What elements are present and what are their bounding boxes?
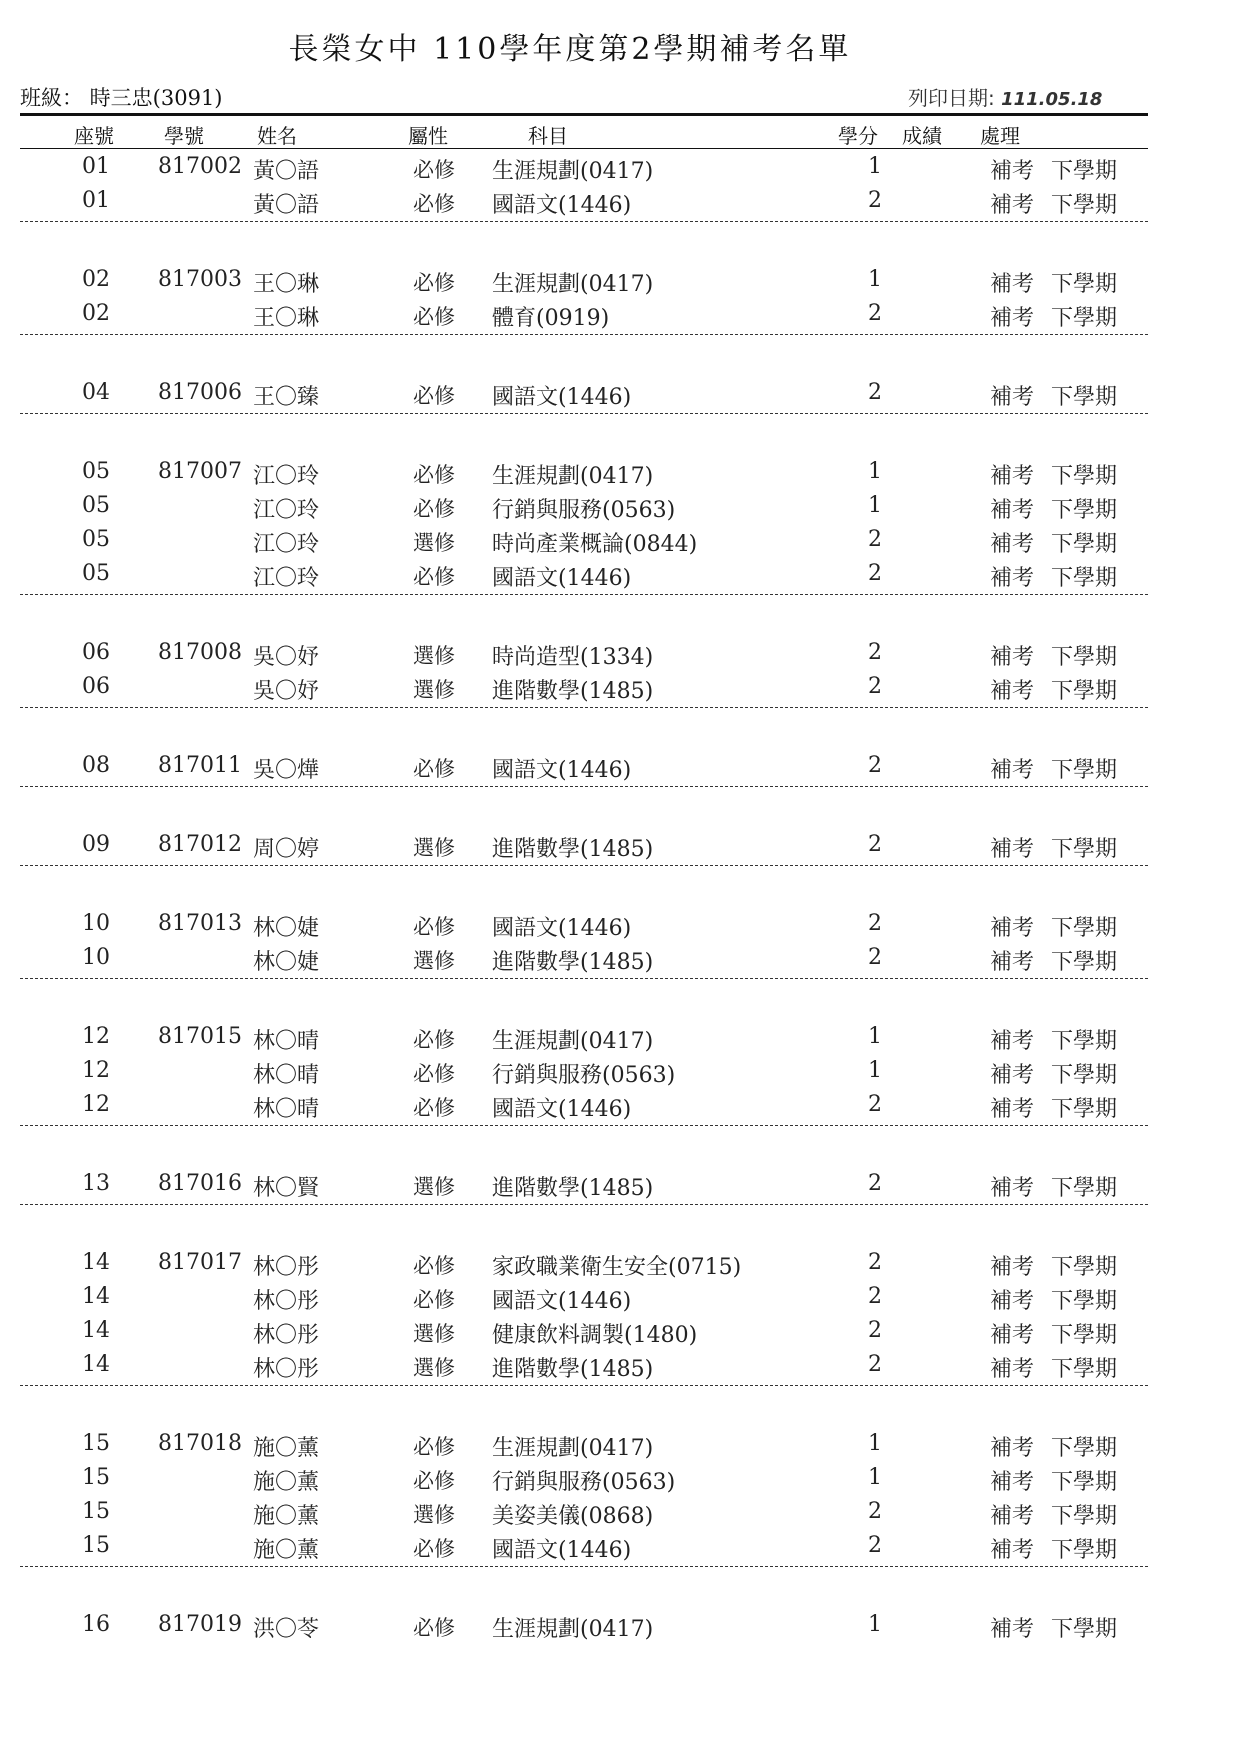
student-id-cell: 817013: [158, 911, 242, 936]
document-title: 長榮女中 110學年度第2學期補考名單: [288, 32, 852, 67]
name-cell: 施〇薰: [253, 1436, 320, 1461]
seat-cell: 05: [82, 459, 110, 484]
header-seat: 座號: [74, 124, 114, 148]
student-id-cell: 817017: [158, 1250, 242, 1275]
print-date-label: 列印日期:: [908, 86, 995, 110]
credits-cell: 2: [868, 1284, 882, 1309]
semester-cell: 下學期: [1051, 193, 1118, 218]
semester-cell: 下學期: [1051, 758, 1118, 783]
process-cell: 補考: [990, 159, 1035, 184]
seat-cell: 04: [82, 380, 110, 405]
name-cell: 周〇婷: [253, 837, 320, 862]
type-cell: 必修: [413, 497, 455, 521]
student-id-cell: 817007: [158, 459, 242, 484]
table-row: [0, 1461, 1240, 1495]
credits-cell: 2: [868, 1318, 882, 1343]
type-cell: 選修: [413, 1322, 455, 1346]
name-cell: 黃〇語: [253, 193, 320, 218]
type-cell: 必修: [413, 1028, 455, 1052]
credits-cell: 1: [868, 1431, 882, 1456]
table-row: [0, 557, 1240, 591]
credits-cell: 2: [868, 945, 882, 970]
credits-cell: 2: [868, 1352, 882, 1377]
semester-cell: 下學期: [1051, 1255, 1118, 1280]
seat-cell: 10: [82, 911, 110, 936]
credits-cell: 2: [868, 1171, 882, 1196]
type-cell: 必修: [413, 463, 455, 487]
process-cell: 補考: [990, 1176, 1035, 1201]
type-cell: 必修: [413, 1469, 455, 1493]
group-divider: [0, 783, 1240, 828]
seat-cell: 16: [82, 1612, 110, 1637]
table-row: [0, 1020, 1240, 1054]
table-header: [0, 118, 1240, 148]
credits-cell: 2: [868, 527, 882, 552]
student-id-cell: 817003: [158, 267, 242, 292]
table-row: [0, 1088, 1240, 1122]
table-row: [0, 941, 1240, 975]
name-cell: 黃〇語: [253, 159, 320, 184]
subject-cell: 進階數學(1485): [492, 679, 654, 704]
print-date-value: 111.05.18: [1001, 89, 1103, 110]
semester-cell: 下學期: [1051, 464, 1118, 489]
type-cell: 必修: [413, 1435, 455, 1459]
seat-cell: 02: [82, 301, 110, 326]
process-cell: 補考: [990, 385, 1035, 410]
seat-cell: 14: [82, 1284, 110, 1309]
credits-cell: 1: [868, 1612, 882, 1637]
credits-cell: 1: [868, 154, 882, 179]
credits-cell: 2: [868, 188, 882, 213]
group-divider: [0, 704, 1240, 749]
group-divider: [0, 410, 1240, 455]
semester-cell: 下學期: [1051, 498, 1118, 523]
student-id-cell: 817015: [158, 1024, 242, 1049]
table-row: [0, 1280, 1240, 1314]
process-cell: 補考: [990, 1029, 1035, 1054]
class-label: 班級： 時三忠(3091): [20, 86, 223, 110]
semester-cell: 下學期: [1051, 1538, 1118, 1563]
seat-cell: 15: [82, 1465, 110, 1490]
subject-cell: 健康飲料調製(1480): [492, 1323, 698, 1348]
name-cell: 吳〇妤: [253, 679, 320, 704]
type-cell: 選修: [413, 531, 455, 555]
type-cell: 必修: [413, 192, 455, 216]
table-row: [0, 1167, 1240, 1201]
table-row: [0, 1054, 1240, 1088]
type-cell: 必修: [413, 915, 455, 939]
name-cell: 王〇臻: [253, 385, 320, 410]
type-cell: 選修: [413, 678, 455, 702]
table-row: [0, 907, 1240, 941]
semester-cell: 下學期: [1051, 306, 1118, 331]
seat-cell: 14: [82, 1318, 110, 1343]
seat-cell: 05: [82, 527, 110, 552]
header-student-id: 學號: [164, 124, 204, 148]
credits-cell: 2: [868, 1092, 882, 1117]
process-cell: 補考: [990, 464, 1035, 489]
credits-cell: 1: [868, 1465, 882, 1490]
semester-cell: 下學期: [1051, 1097, 1118, 1122]
credits-cell: 2: [868, 301, 882, 326]
process-cell: 補考: [990, 1097, 1035, 1122]
process-cell: 補考: [990, 837, 1035, 862]
process-cell: 補考: [990, 1289, 1035, 1314]
subject-cell: 生涯規劃(0417): [492, 1436, 654, 1461]
type-cell: 選修: [413, 644, 455, 668]
student-id-cell: 817002: [158, 154, 242, 179]
semester-cell: 下學期: [1051, 1470, 1118, 1495]
table-row: [0, 670, 1240, 704]
header-subject: 科目: [528, 124, 568, 148]
semester-cell: 下學期: [1051, 566, 1118, 591]
credits-cell: 2: [868, 561, 882, 586]
process-cell: 補考: [990, 1504, 1035, 1529]
group-divider: [0, 975, 1240, 1020]
subject-cell: 美姿美儀(0868): [492, 1504, 654, 1529]
subject-cell: 時尚產業概論(0844): [492, 532, 698, 557]
name-cell: 林〇彤: [253, 1357, 320, 1382]
type-cell: 選修: [413, 949, 455, 973]
subject-cell: 國語文(1446): [492, 916, 632, 941]
student-id-cell: 817018: [158, 1431, 242, 1456]
student-id-cell: 817016: [158, 1171, 242, 1196]
type-cell: 必修: [413, 1096, 455, 1120]
semester-cell: 下學期: [1051, 837, 1118, 862]
process-cell: 補考: [990, 566, 1035, 591]
process-cell: 補考: [990, 645, 1035, 670]
type-cell: 必修: [413, 271, 455, 295]
table-row: [0, 1608, 1240, 1642]
type-cell: 選修: [413, 1356, 455, 1380]
name-cell: 林〇彤: [253, 1289, 320, 1314]
header-score: 成績: [902, 124, 942, 148]
subject-cell: 生涯規劃(0417): [492, 1617, 654, 1642]
subject-cell: 家政職業衛生安全(0715): [492, 1255, 742, 1280]
subject-cell: 國語文(1446): [492, 385, 632, 410]
table-row: [0, 828, 1240, 862]
table-row: [0, 455, 1240, 489]
credits-cell: 2: [868, 753, 882, 778]
semester-cell: 下學期: [1051, 950, 1118, 975]
header-type: 屬性: [408, 124, 448, 148]
group-divider: [0, 1563, 1240, 1608]
table-row: [0, 184, 1240, 218]
type-cell: 必修: [413, 305, 455, 329]
type-cell: 必修: [413, 1616, 455, 1640]
seat-cell: 12: [82, 1058, 110, 1083]
seat-cell: 10: [82, 945, 110, 970]
process-cell: 補考: [990, 1063, 1035, 1088]
group-divider: [0, 862, 1240, 907]
name-cell: 施〇薰: [253, 1470, 320, 1495]
credits-cell: 1: [868, 1024, 882, 1049]
print-date: [908, 82, 1102, 111]
type-cell: 選修: [413, 1175, 455, 1199]
group-divider: [0, 1201, 1240, 1246]
name-cell: 林〇婕: [253, 916, 320, 941]
name-cell: 吳〇燁: [253, 758, 320, 783]
subject-cell: 國語文(1446): [492, 1538, 632, 1563]
credits-cell: 1: [868, 493, 882, 518]
name-cell: 江〇玲: [253, 498, 320, 523]
name-cell: 林〇晴: [253, 1063, 320, 1088]
seat-cell: 14: [82, 1352, 110, 1377]
table-row: [0, 749, 1240, 783]
table-row: [0, 1246, 1240, 1280]
type-cell: 必修: [413, 158, 455, 182]
type-cell: 必修: [413, 1254, 455, 1278]
table-row: [0, 1495, 1240, 1529]
table-row: [0, 489, 1240, 523]
table-row: [0, 1314, 1240, 1348]
header-name: 姓名: [257, 124, 297, 148]
credits-cell: 2: [868, 1250, 882, 1275]
subject-cell: 生涯規劃(0417): [492, 464, 654, 489]
student-id-cell: 817008: [158, 640, 242, 665]
credits-cell: 2: [868, 911, 882, 936]
semester-cell: 下學期: [1051, 916, 1118, 941]
student-id-cell: 817011: [158, 753, 242, 778]
semester-cell: 下學期: [1051, 1504, 1118, 1529]
semester-cell: 下學期: [1051, 1176, 1118, 1201]
seat-cell: 12: [82, 1024, 110, 1049]
seat-cell: 14: [82, 1250, 110, 1275]
credits-cell: 2: [868, 1533, 882, 1558]
credits-cell: 2: [868, 640, 882, 665]
header-bottom-rule: [20, 148, 1148, 149]
seat-cell: 13: [82, 1171, 110, 1196]
semester-cell: 下學期: [1051, 159, 1118, 184]
name-cell: 施〇薰: [253, 1538, 320, 1563]
subject-cell: 國語文(1446): [492, 566, 632, 591]
process-cell: 補考: [990, 1617, 1035, 1642]
seat-cell: 12: [82, 1092, 110, 1117]
process-cell: 補考: [990, 916, 1035, 941]
type-cell: 必修: [413, 1062, 455, 1086]
name-cell: 林〇彤: [253, 1255, 320, 1280]
table-row: [0, 523, 1240, 557]
process-cell: 補考: [990, 1538, 1035, 1563]
subject-cell: 行銷與服務(0563): [492, 1063, 676, 1088]
credits-cell: 1: [868, 459, 882, 484]
process-cell: 補考: [990, 532, 1035, 557]
credits-cell: 2: [868, 674, 882, 699]
seat-cell: 05: [82, 493, 110, 518]
type-cell: 必修: [413, 565, 455, 589]
subject-cell: 生涯規劃(0417): [492, 159, 654, 184]
group-divider: [0, 1122, 1240, 1167]
header-process: 處理: [980, 124, 1020, 148]
name-cell: 吳〇妤: [253, 645, 320, 670]
process-cell: 補考: [990, 679, 1035, 704]
header-credits: 學分: [838, 124, 878, 148]
seat-cell: 15: [82, 1431, 110, 1456]
subject-cell: 進階數學(1485): [492, 1176, 654, 1201]
name-cell: 江〇玲: [253, 532, 320, 557]
student-list: [0, 150, 1240, 1642]
table-row: [0, 1529, 1240, 1563]
table-row: [0, 636, 1240, 670]
header-top-rule: [20, 113, 1148, 116]
seat-cell: 15: [82, 1533, 110, 1558]
subject-cell: 進階數學(1485): [492, 837, 654, 862]
semester-cell: 下學期: [1051, 1357, 1118, 1382]
subject-cell: 國語文(1446): [492, 1097, 632, 1122]
type-cell: 必修: [413, 384, 455, 408]
credits-cell: 2: [868, 1499, 882, 1524]
name-cell: 施〇薰: [253, 1504, 320, 1529]
group-divider: [0, 331, 1240, 376]
table-row: [0, 263, 1240, 297]
process-cell: 補考: [990, 1470, 1035, 1495]
subject-cell: 進階數學(1485): [492, 1357, 654, 1382]
semester-cell: 下學期: [1051, 1029, 1118, 1054]
table-row: [0, 297, 1240, 331]
name-cell: 林〇賢: [253, 1176, 320, 1201]
credits-cell: 1: [868, 267, 882, 292]
name-cell: 王〇琳: [253, 306, 320, 331]
semester-cell: 下學期: [1051, 272, 1118, 297]
name-cell: 江〇玲: [253, 566, 320, 591]
name-cell: 王〇琳: [253, 272, 320, 297]
semester-cell: 下學期: [1051, 645, 1118, 670]
credits-cell: 2: [868, 832, 882, 857]
type-cell: 必修: [413, 1537, 455, 1561]
subject-cell: 體育(0919): [492, 306, 610, 331]
student-id-cell: 817019: [158, 1612, 242, 1637]
seat-cell: 01: [82, 154, 110, 179]
process-cell: 補考: [990, 193, 1035, 218]
process-cell: 補考: [990, 1255, 1035, 1280]
table-row: [0, 1348, 1240, 1382]
process-cell: 補考: [990, 950, 1035, 975]
table-row: [0, 150, 1240, 184]
name-cell: 林〇晴: [253, 1097, 320, 1122]
name-cell: 江〇玲: [253, 464, 320, 489]
semester-cell: 下學期: [1051, 1063, 1118, 1088]
seat-cell: 06: [82, 640, 110, 665]
type-cell: 選修: [413, 1503, 455, 1527]
subject-cell: 國語文(1446): [492, 1289, 632, 1314]
semester-cell: 下學期: [1051, 1617, 1118, 1642]
group-divider: [0, 218, 1240, 263]
group-divider: [0, 591, 1240, 636]
seat-cell: 05: [82, 561, 110, 586]
semester-cell: 下學期: [1051, 1323, 1118, 1348]
process-cell: 補考: [990, 306, 1035, 331]
semester-cell: 下學期: [1051, 1289, 1118, 1314]
seat-cell: 06: [82, 674, 110, 699]
type-cell: 選修: [413, 836, 455, 860]
name-cell: 林〇彤: [253, 1323, 320, 1348]
subject-cell: 行銷與服務(0563): [492, 498, 676, 523]
process-cell: 補考: [990, 1436, 1035, 1461]
seat-cell: 09: [82, 832, 110, 857]
process-cell: 補考: [990, 1357, 1035, 1382]
table-row: [0, 1427, 1240, 1461]
seat-cell: 02: [82, 267, 110, 292]
subject-cell: 國語文(1446): [492, 193, 632, 218]
subject-cell: 國語文(1446): [492, 758, 632, 783]
process-cell: 補考: [990, 758, 1035, 783]
process-cell: 補考: [990, 272, 1035, 297]
student-id-cell: 817012: [158, 832, 242, 857]
subject-cell: 生涯規劃(0417): [492, 272, 654, 297]
group-divider: [0, 1382, 1240, 1427]
type-cell: 必修: [413, 757, 455, 781]
seat-cell: 08: [82, 753, 110, 778]
subject-cell: 進階數學(1485): [492, 950, 654, 975]
subject-cell: 行銷與服務(0563): [492, 1470, 676, 1495]
semester-cell: 下學期: [1051, 1436, 1118, 1461]
semester-cell: 下學期: [1051, 532, 1118, 557]
type-cell: 必修: [413, 1288, 455, 1312]
credits-cell: 2: [868, 380, 882, 405]
name-cell: 洪〇苓: [253, 1617, 320, 1642]
subject-cell: 時尚造型(1334): [492, 645, 654, 670]
process-cell: 補考: [990, 1323, 1035, 1348]
semester-cell: 下學期: [1051, 679, 1118, 704]
semester-cell: 下學期: [1051, 385, 1118, 410]
seat-cell: 01: [82, 188, 110, 213]
process-cell: 補考: [990, 498, 1035, 523]
table-row: [0, 376, 1240, 410]
credits-cell: 1: [868, 1058, 882, 1083]
name-cell: 林〇晴: [253, 1029, 320, 1054]
name-cell: 林〇婕: [253, 950, 320, 975]
seat-cell: 15: [82, 1499, 110, 1524]
student-id-cell: 817006: [158, 380, 242, 405]
subject-cell: 生涯規劃(0417): [492, 1029, 654, 1054]
